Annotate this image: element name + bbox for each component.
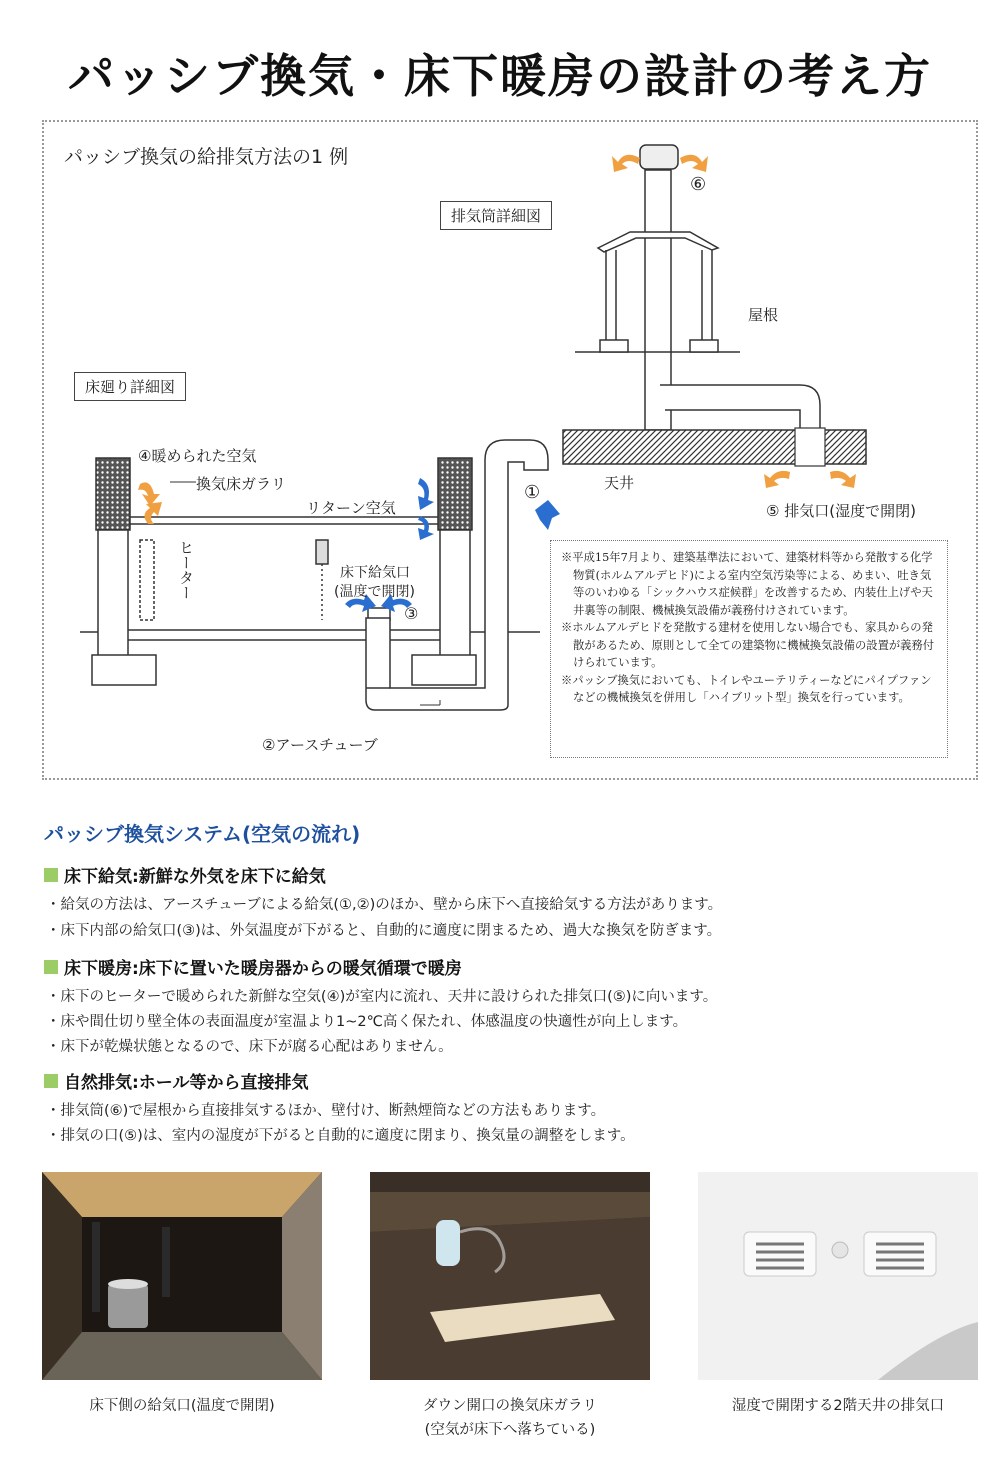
ceiling-label: 天井 [604, 474, 635, 492]
floor-inlet-label: 床下給気口 [340, 565, 410, 581]
photo-caption [688, 1394, 988, 1418]
photo-underfloor-inlet [42, 1172, 322, 1380]
bullet-text: ・排気の口(⑤)は、室内の湿度が下がると自動的に適度に閉まり、換気量の調整をします。 [46, 1128, 635, 1144]
return-air-label: リターン空気 [306, 499, 396, 517]
exhaust-detail-label: 排気筒詳細図 [440, 201, 552, 230]
num6-label: ⑥ [690, 174, 707, 195]
section-title: パッシブ換気システム(空気の流れ) [44, 822, 361, 846]
heater-label: ヒーター [177, 540, 195, 600]
subsection-heading-text: 自然排気:ホール等から直接排気 [64, 1073, 309, 1093]
bullet-text: ・床下のヒーターで暖められた新鮮な空気(④)が室内に流れ、天井に設けられた排気口(⑤)に向います。 [46, 989, 718, 1005]
warmed-air-label: ④暖められた空気 [138, 447, 257, 465]
photo-ceiling-exhaust [698, 1172, 978, 1380]
grille-label: 換気床ガラリ [196, 475, 287, 493]
bullet-text: ・給気の方法は、アースチューブによる給気(①,②)のほか、壁から床下へ直接給気する方法があります。 [46, 897, 723, 913]
warm-air-arrow-icon [138, 482, 160, 506]
return-arrow-bottom-icon [418, 516, 434, 540]
green-square-icon [44, 1074, 58, 1088]
exhaust-arrow-right-icon [680, 155, 708, 172]
supply-arrow-1-icon [535, 500, 560, 530]
caption-line: ダウン開口の換気床ガラリ [423, 1398, 597, 1414]
note-item: ※ホルムアルデヒドを発散する建材を使用しない場合でも、家具からの発散があるため、原則として全ての建築物に機械換気設備の設置が義務付けられています。 [561, 621, 935, 669]
num1-label: ① [524, 482, 541, 503]
page-title: パッシブ換気・床下暖房の設計の考え方 [68, 49, 932, 103]
floor-detail-label: 床廻り詳細図 [74, 372, 186, 401]
exhaust-port-arrow-right-icon [830, 471, 856, 488]
photo-caption [360, 1394, 660, 1442]
bullet-text: ・排気筒(⑥)で屋根から直接排気するほか、壁付け、断熱煙筒などの方法もあります。 [46, 1103, 606, 1119]
note-item: ※平成15年7月より、建築基準法において、建築材料等から発散する化学物質(ホルムアルデヒド)による室内空気汚染等による、めまい、吐き気等のいわゆる「シックハウス症候群」を改善するため、内装仕上げや天井裏等の制限、機械換気設備が義務付けされています。 [561, 551, 933, 617]
subsection-heading [44, 1068, 308, 1093]
bullet-text: ・床や間仕切り壁全体の表面温度が室温より1~2℃高く保たれ、体感温度の快適性が向上します。 [46, 1014, 688, 1030]
subsection-heading-text: 床下給気:新鮮な外気を床下に給気 [64, 867, 326, 887]
num3-label: ③ [404, 604, 419, 623]
exhaust-port-arrow-left-icon [764, 471, 790, 488]
roof-label: 屋根 [748, 306, 779, 324]
photo-caption [32, 1394, 332, 1418]
subsection-heading-text: 床下暖房:床下に置いた暖房器からの暖気循環で暖房 [64, 959, 462, 979]
note-item: ※パッシブ換気においても、トイレやユーテリティーなどにパイプファンなどの機械換気を併用し「ハイブリット型」換気を行っています。 [561, 673, 932, 704]
subsection-heading [44, 954, 462, 979]
bullet-text: ・床下が乾燥状態となるので、床下が腐る心配はありません。 [46, 1039, 453, 1055]
caption-line: 床下側の給気口(温度で開閉) [89, 1398, 275, 1414]
bullet-text: ・床下内部の給気口(③)は、外気温度が下がると、自動的に適度に閉まるため、過大な換気を防ぎます。 [46, 923, 722, 939]
photo-floor-grille [370, 1172, 650, 1380]
floor-inlet-sub-label: (温度で開閉) [334, 584, 415, 600]
green-square-icon [44, 960, 58, 974]
earth-tube-label: ②アースチューブ [262, 736, 378, 754]
exhaust-port-label: ⑤ 排気口(湿度で開閉) [766, 502, 916, 520]
exhaust-arrow-left-icon [612, 155, 640, 172]
caption-line: 湿度で開閉する2階天井の排気口 [731, 1398, 945, 1414]
caption-line: (空気が床下へ落ちている) [424, 1422, 596, 1438]
subsection-heading [44, 862, 326, 887]
example-title: パッシブ換気の給排気方法の1 例 [64, 146, 349, 168]
green-square-icon [44, 868, 58, 882]
regulation-notes [550, 540, 948, 758]
return-arrow-top-icon [418, 478, 434, 510]
warm-air-up-arrow-icon [144, 502, 162, 524]
